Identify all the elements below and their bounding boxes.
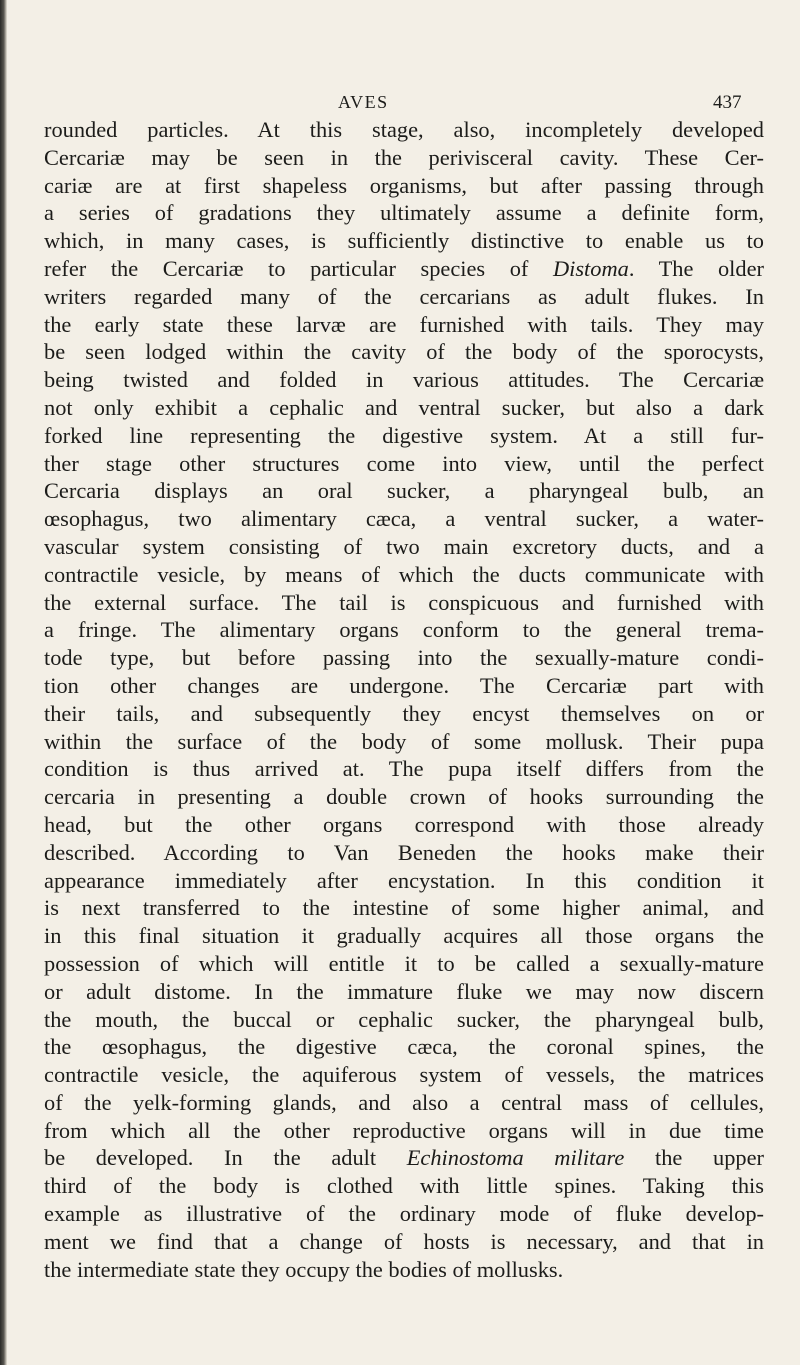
text-line: cercaria in presenting a double crown of hooks surrounding the bbox=[44, 784, 764, 810]
text-line: a fringe. The alimentary organs conform to the general trema- bbox=[44, 617, 764, 643]
text-line: Cercariæ may be seen in the perivisceral cavity. These Cer- bbox=[44, 144, 764, 170]
running-head bbox=[0, 92, 800, 116]
text-line: which, in many cases, is sufficiently distinctive to enable us to bbox=[44, 228, 764, 254]
text-line: their tails, and subsequently they encyst themselves on or bbox=[44, 700, 764, 726]
italic-term: Echinostoma militare bbox=[406, 1145, 625, 1171]
text-line: tion other changes are undergone. The Cercariæ part with bbox=[44, 672, 764, 698]
italic-term: Distoma bbox=[552, 255, 629, 281]
body-paragraph bbox=[44, 116, 764, 1283]
text-line: not only exhibit a cephalic and ventral sucker, but also a dark bbox=[44, 394, 764, 420]
text-line: forked line representing the digestive system. At a still fur- bbox=[44, 422, 764, 448]
text-line: rounded particles. At this stage, also, incompletely developed bbox=[44, 117, 764, 142]
text-line: third of the body is clothed with little spines. Taking this bbox=[44, 1173, 764, 1199]
text-line: the mouth, the buccal or cephalic sucker, the pharyngeal bulb, bbox=[44, 1006, 764, 1032]
text-line: example as illustrative of the ordinary mode of fluke develop- bbox=[44, 1201, 764, 1227]
text-line: is next transferred to the intestine of some higher animal, and bbox=[44, 895, 764, 921]
text-segment: refer the Cercariæ to particular species of bbox=[44, 255, 553, 281]
text-line: the œsophagus, the digestive cæca, the coronal spines, the bbox=[44, 1034, 764, 1060]
text-segment: be developed. In the adult bbox=[44, 1145, 407, 1171]
text-line: being twisted and folded in various attitudes. The Cercariæ bbox=[44, 367, 764, 393]
text-line bbox=[44, 255, 764, 283]
text-line: head, but the other organs correspond with those already bbox=[44, 811, 764, 837]
text-line: be seen lodged within the cavity of the body of the sporocysts, bbox=[44, 339, 764, 365]
text-line: within the surface of the body of some mollusk. Their pupa bbox=[44, 728, 764, 754]
text-segment: . The older bbox=[628, 255, 764, 281]
text-line: writers regarded many of the cercarians as adult flukes. In bbox=[44, 283, 764, 309]
text-line: a series of gradations they ultimately assume a definite form, bbox=[44, 200, 764, 226]
text-line: the external surface. The tail is conspicuous and furnished with bbox=[44, 589, 764, 615]
text-line: Cercaria displays an oral sucker, a pharyngeal bulb, an bbox=[44, 478, 764, 504]
text-line: or adult distome. In the immature fluke we may now discern bbox=[44, 978, 764, 1004]
text-line: vascular system consisting of two main excretory ducts, and a bbox=[44, 533, 764, 559]
text-line: the early state these larvæ are furnished with tails. They may bbox=[44, 311, 764, 337]
text-segment: the upper bbox=[624, 1145, 764, 1171]
text-line: described. According to Van Beneden the hooks make their bbox=[44, 839, 764, 865]
text-line: œsophagus, two alimentary cæca, a ventral sucker, a water- bbox=[44, 506, 764, 532]
text-line: contractile vesicle, the aquiferous system of vessels, the matrices bbox=[44, 1062, 764, 1088]
text-line: cariæ are at first shapeless organisms, but after passing through bbox=[44, 172, 764, 198]
text-line: in this final situation it gradually acquires all those organs the bbox=[44, 923, 764, 949]
text-line: from which all the other reproductive organs will in due time bbox=[44, 1117, 764, 1143]
text-line bbox=[44, 1144, 764, 1172]
page-number: 437 bbox=[713, 92, 742, 113]
text-line: ment we find that a change of hosts is necessary, and that in bbox=[44, 1228, 764, 1254]
text-line: of the yelk-forming glands, and also a central mass of cellules, bbox=[44, 1089, 764, 1115]
text-line: possession of which will entitle it to be called a sexually-mature bbox=[44, 950, 764, 976]
text-line: condition is thus arrived at. The pupa itself differs from the bbox=[44, 756, 764, 782]
text-line: ther stage other structures come into view, until the perfect bbox=[44, 450, 764, 476]
text-line: contractile vesicle, by means of which the ducts communicate with bbox=[44, 561, 764, 587]
binding-edge bbox=[0, 0, 7, 1365]
running-title: AVES bbox=[338, 92, 389, 112]
text-line: tode type, but before passing into the sexually-mature condi- bbox=[44, 645, 764, 671]
text-line: the intermediate state they occupy the bodies of mollusks. bbox=[44, 1256, 564, 1282]
text-line: appearance immediately after encystation. In this condition it bbox=[44, 867, 764, 893]
